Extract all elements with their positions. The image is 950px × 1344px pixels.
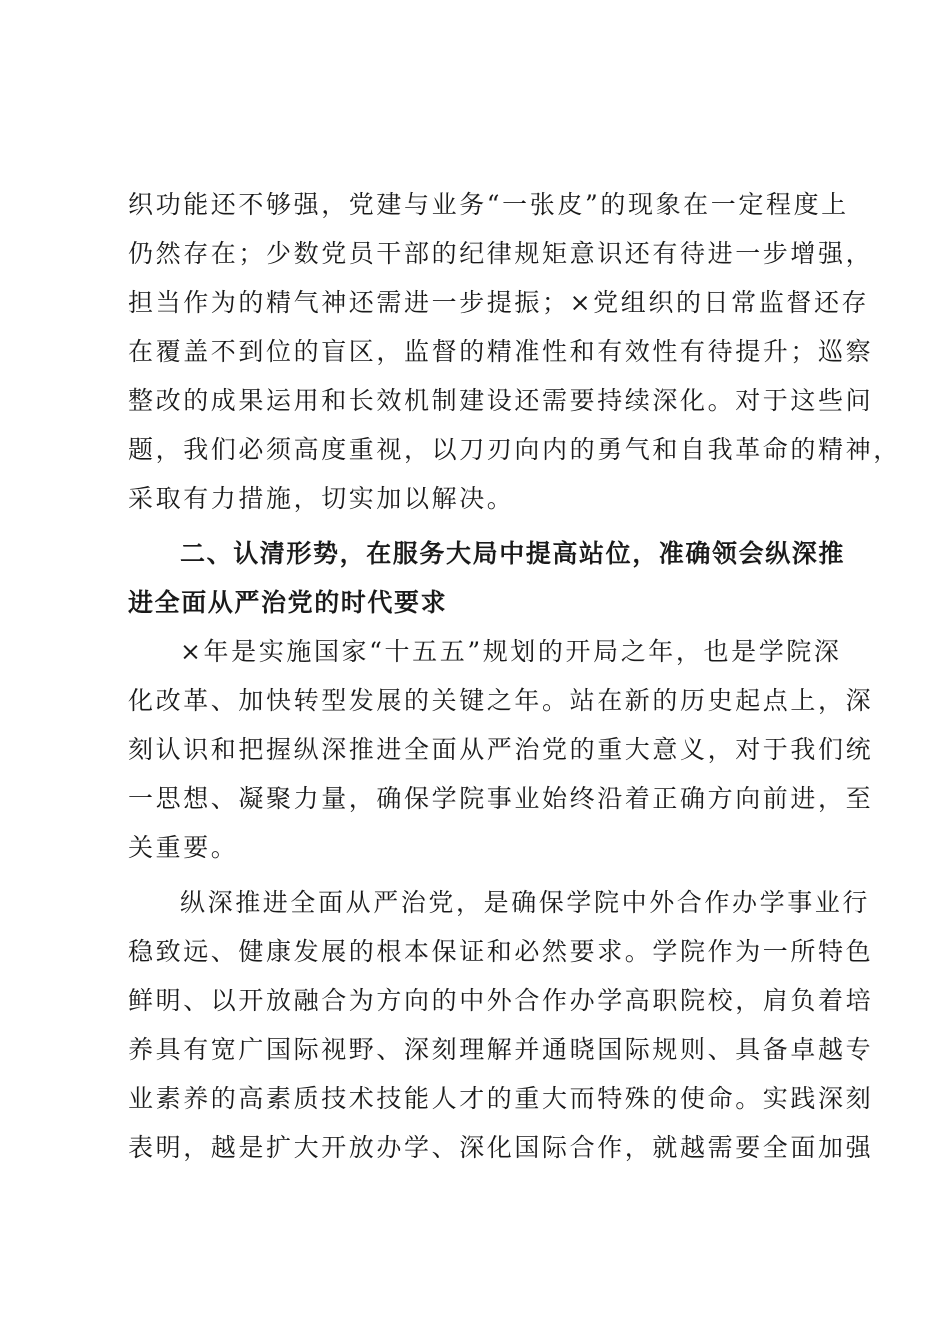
- paragraph-line: 纵深推进全面从严治党，是确保学院中外合作办学事业行: [180, 888, 871, 917]
- heading-line: 二、认清形势，在服务大局中提高站位，准确领会纵深推: [180, 539, 846, 568]
- paragraph-line: 题，我们必须高度重视，以刀刃向内的勇气和自我革命的精神，: [128, 435, 901, 464]
- paragraph-line: 化改革、加快转型发展的关键之年。站在新的历史起点上，深: [128, 686, 874, 715]
- paragraph-line: 一思想、凝聚力量，确保学院事业始终沿着正确方向前进，至: [128, 784, 874, 813]
- paragraph-line: 刻认识和把握纵深推进全面从严治党的重大意义，对于我们统: [128, 735, 874, 764]
- paragraph-line: 养具有宽广国际视野、深刻理解并通晓国际规则、具备卓越专: [128, 1035, 874, 1064]
- paragraph-line: 在覆盖不到位的盲区，监督的精准性和有效性有待提升；巡察: [128, 337, 874, 366]
- paragraph-line: 织功能还不够强，党建与业务“一张皮”的现象在一定程度上: [128, 190, 849, 219]
- paragraph-line: 业素养的高素质技术技能人才的重大而特殊的使命。实践深刻: [128, 1084, 874, 1113]
- heading-line: 进全面从严治党的时代要求: [128, 588, 448, 617]
- paragraph-continued: [128, 180, 901, 523]
- paragraph-line: 鲜明、以开放融合为方向的中外合作办学高职院校，肩负着培: [128, 986, 874, 1015]
- document-body: [128, 180, 901, 1172]
- paragraph-line: 关重要。: [128, 833, 239, 862]
- paragraph: [128, 878, 874, 1172]
- paragraph-line: 担当作为的精气神还需进一步提振；×党组织的日常监督还存: [128, 288, 870, 317]
- paragraph-line: 表明，越是扩大开放办学、深化国际合作，就越需要全面加强: [128, 1133, 874, 1162]
- paragraph-line: 采取有力措施，切实加以解决。: [128, 484, 515, 513]
- section-heading: [128, 529, 846, 627]
- paragraph-line: ×年是实施国家“十五五”规划的开局之年，也是学院深: [180, 637, 842, 666]
- paragraph-line: 仍然存在；少数党员干部的纪律规矩意识还有待进一步增强，: [128, 239, 874, 268]
- paragraph-line: 稳致远、健康发展的根本保证和必然要求。学院作为一所特色: [128, 937, 874, 966]
- paragraph-line: 整改的成果运用和长效机制建设还需要持续深化。对于这些问: [128, 386, 874, 415]
- paragraph: [128, 627, 874, 872]
